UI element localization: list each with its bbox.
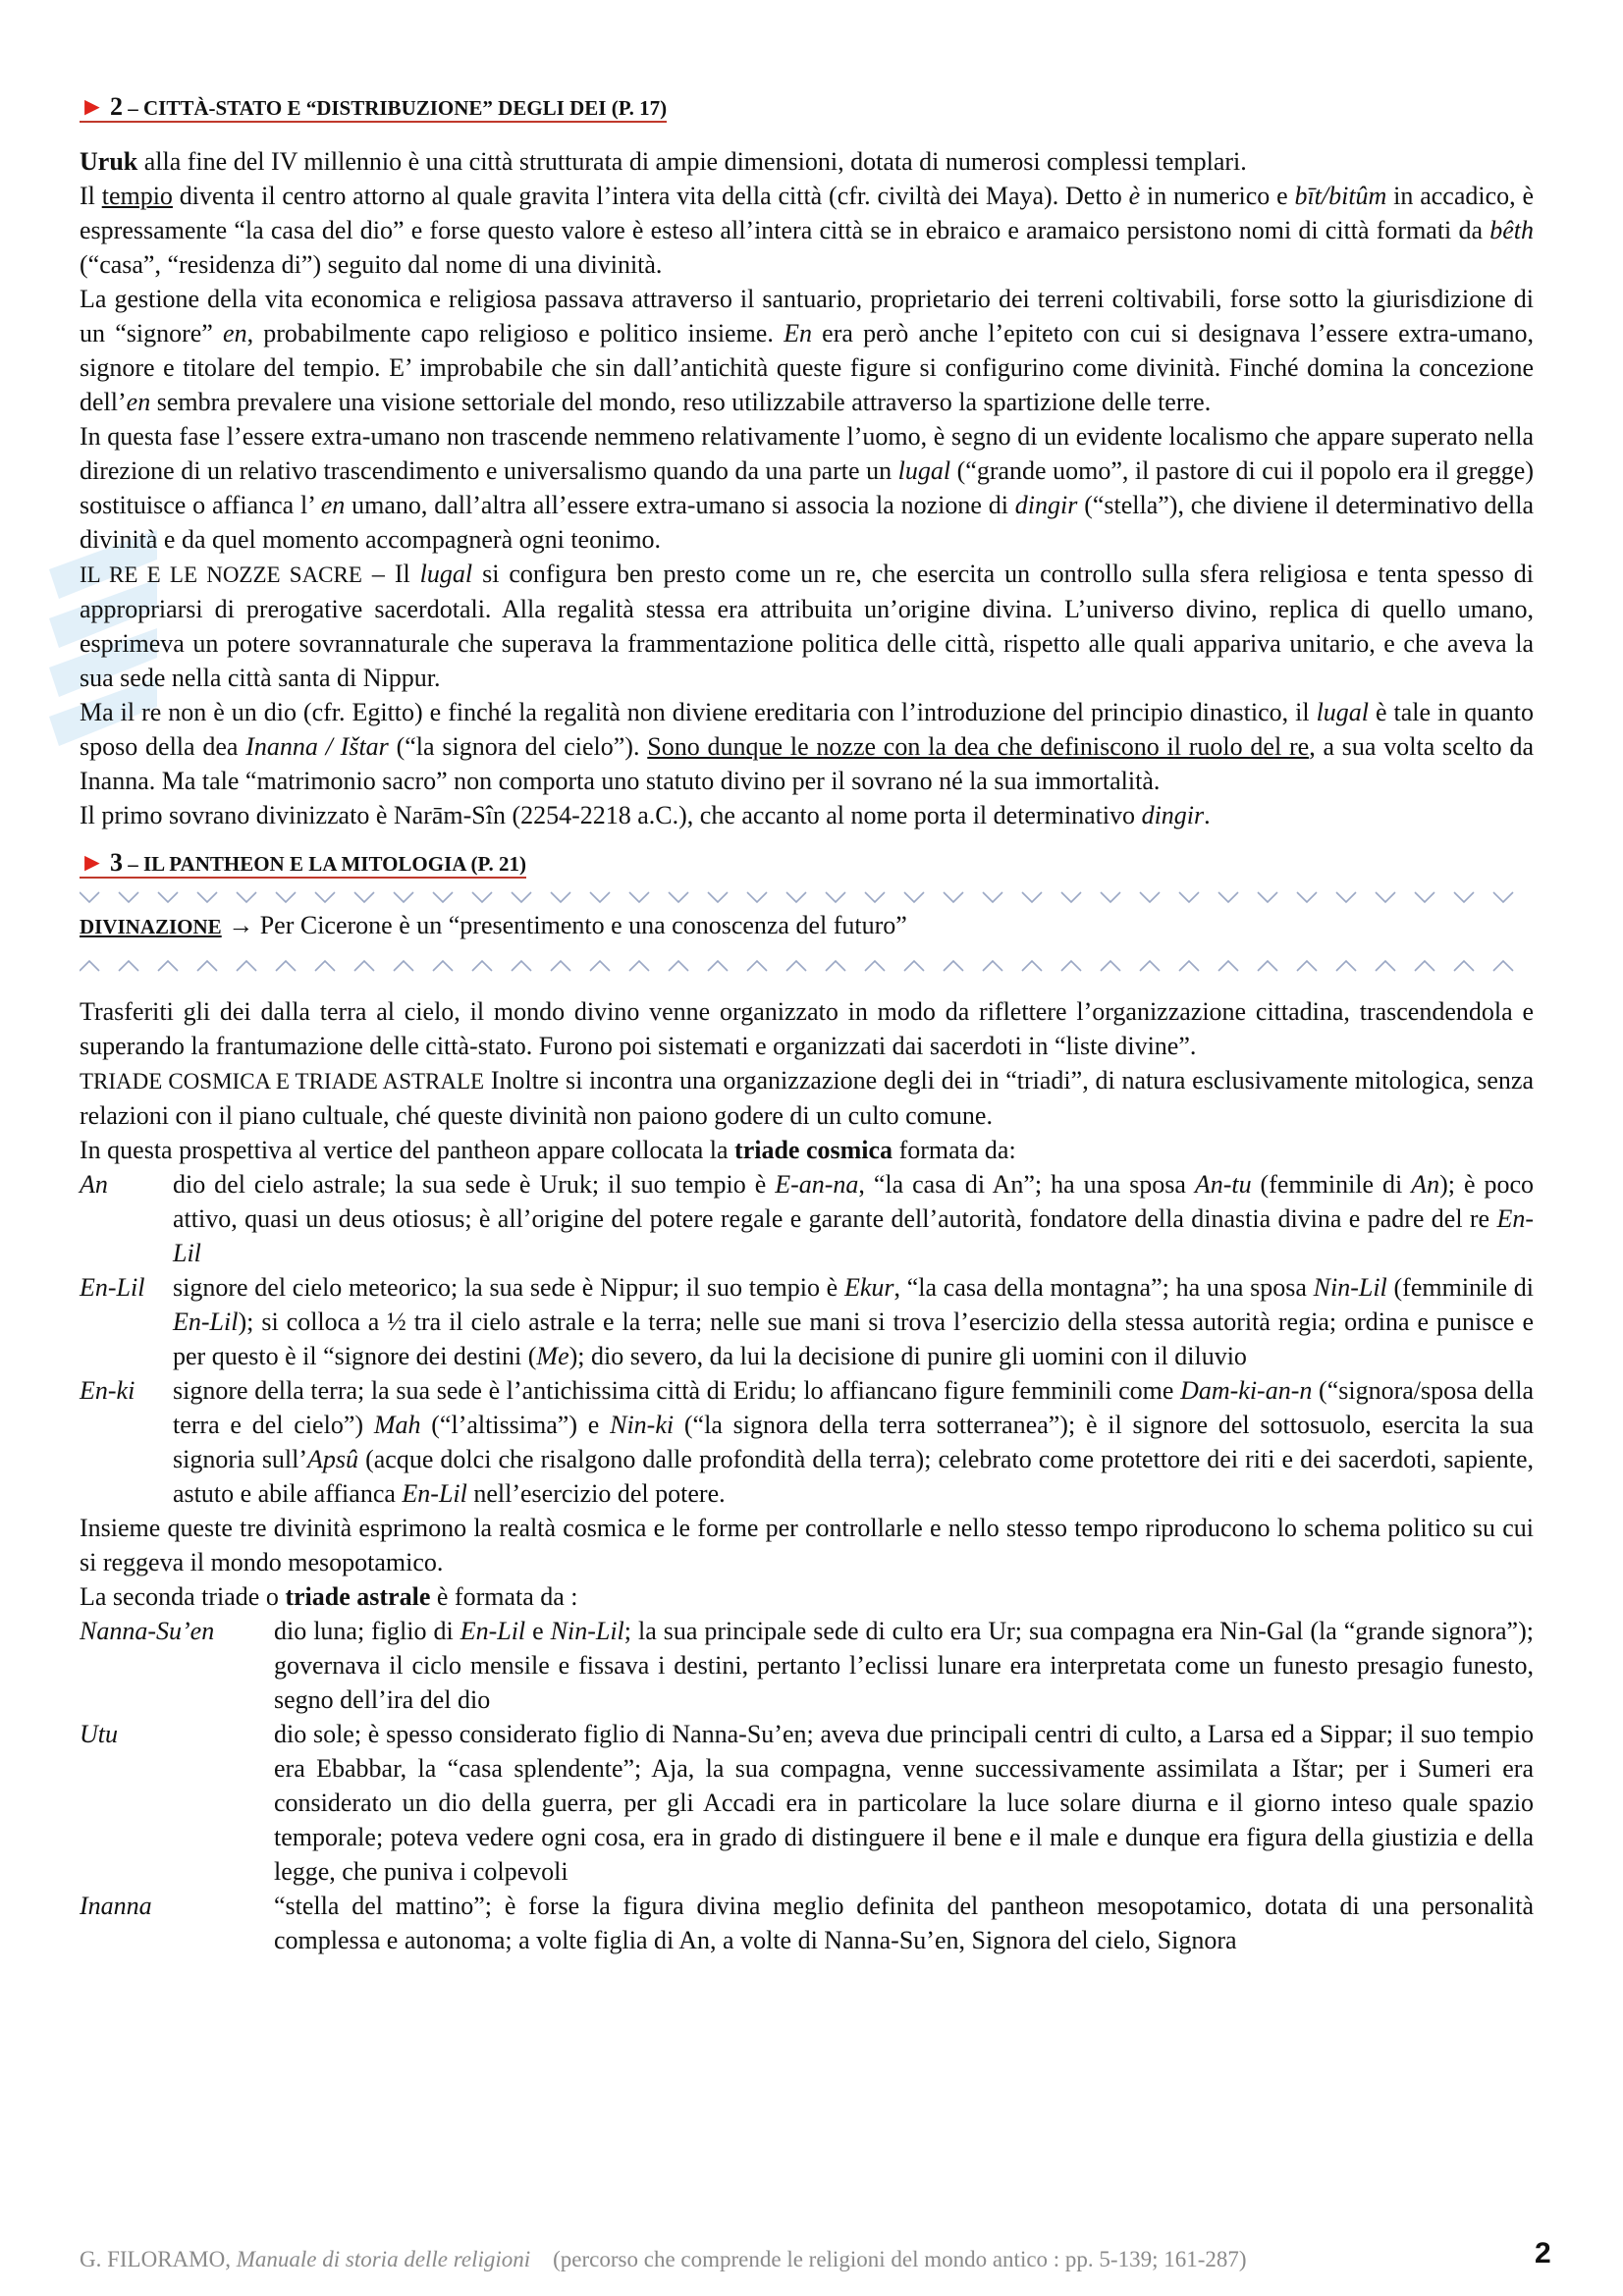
text-run: ); è poco attivo, quasi un deus otiosus; è all’origine del potere regale e garante dell’autorità, fondatore della dinastia divina e padre del re [173,1170,1534,1233]
deity-name: Nanna-Su’en [80,1617,215,1645]
page-footer [80,2237,1552,2274]
text-run: (“casa”, “residenza di”) seguito dal nome di una divinità. [80,250,663,279]
section-heading-3-underline [80,848,526,879]
text-run: alla fine del IV millennio è una città strutturata di ampie dimensioni, dotata di numerosi complessi templari. [137,147,1247,176]
text-run: dio del cielo astrale; la sua sede è Uruk; il suo tempio è [173,1170,776,1199]
zigzag-border-bottom [80,959,1534,973]
text-run: nell’esercizio del potere. [466,1479,726,1508]
text-run: è tale in quanto sposo della dea [80,698,1535,761]
bold-term: triade cosmica [734,1136,893,1164]
italic-term: En-Lil [173,1204,1534,1267]
bold-term: triade astrale [285,1582,431,1611]
paragraph-re-non-dio [80,695,1534,798]
text-run: si configura ben presto come un re, che esercita un controllo sulla sfera religiosa e tenta spesso di appropriarsi di prerogative sacerdotali. Alla regalità stessa era attribuita un’origine divina. L’universo divino, replica di quello umano, esprimeva un potere sovrannaturale che superava la frammentazione politica delle città, rispetto alle quali appariva unitario, e che aveva la sua sede nella città santa di Nippur. [80,560,1534,692]
divinazione-label: DIVINAZIONE [80,915,222,938]
text-run: in numerico e [1140,182,1295,210]
small-caps-label: IL RE E LE NOZZE SACRE [80,562,362,587]
text-run: , probabilmente capo religioso e politico insieme. [246,319,784,347]
page-number: 2 [1535,2237,1551,2269]
small-caps-label: TRIADE COSMICA E TRIADE ASTRALE [80,1069,485,1094]
paragraph-triadi [80,1063,1534,1133]
paragraph-re-nozze [80,557,1534,695]
text-run: (“signora/sposa della terra e del cielo”) [173,1376,1534,1439]
list-item-en-ki [80,1373,1534,1511]
italic-term: dingir [1141,801,1205,829]
text-run: dio luna; figlio di [274,1617,460,1645]
triade-astrale-list [80,1614,1534,1957]
deity-name: En-Lil [80,1273,145,1302]
italic-term: Ekur [843,1273,894,1302]
italic-term: Nin-Lil [550,1617,624,1645]
text-run: umano, dall’altra all’essere extra-umano si associa la nozione di [345,491,1015,519]
italic-term: lugal [1316,698,1370,726]
paragraph-extra-umano [80,419,1534,557]
deity-name: En-ki [80,1376,135,1405]
italic-term: En-Lil [402,1479,467,1508]
triangle-bullet-icon: ► [80,848,105,877]
deity-description: “stella del mattino”; è forse la figura divina meglio definita del pantheon mesopotamico, dotata di una personalità complessa e autonoma; a volte figlia di An, a volte di Nanna-Su’en, Signora del cielo, Signora [274,1892,1534,1954]
italic-term: An-tu [1194,1170,1252,1199]
italic-term: En-Lil [173,1308,239,1336]
italic-term: en [126,388,151,416]
italic-term: en [320,491,346,519]
section-page-ref: (P. 17) [611,96,668,120]
deity-name: An [80,1170,108,1199]
text-run: signore della terra; la sua sede è l’antichissima città di Eridu; lo affiancano figure femminili come [173,1376,1181,1405]
section-heading-3 [80,846,1534,881]
text-run: signore del cielo meteorico; la sua sede è Nippur; il suo tempio è [173,1273,844,1302]
text-run: formata da: [893,1136,1016,1164]
paragraph-insieme: Insieme queste tre divinità esprimono la realtà cosmica e le forme per controllarle e nello stesso tempo riproducono lo schema politico su cui si reggeva il mondo mesopotamico. [80,1514,1534,1576]
text-run: Inoltre si incontra una organizzazione degli dei in “triadi”, di natura esclusivamente mitologica, senza relazioni con il piano cultuale, ché queste divinità non paiono godere di un culto comune. [80,1066,1534,1130]
section-number: 3 [109,848,123,877]
text-run: (“l’altissima”) e [420,1411,611,1439]
paragraph-uruk [80,144,1534,179]
text-run: In questa fase l’essere extra-umano non trascende nemmeno relativamente l’uomo, è segno di un evidente localismo che appare superato nella direzione di un relativo trascendimento e universalismo quando da una parte un [80,422,1534,485]
text-run: (“grande uomo”, il pastore di cui il popolo era il gregge) sostituisce o affianca l’ [80,456,1535,519]
italic-term: An [1411,1170,1440,1199]
italic-term: Mah [373,1411,421,1439]
italic-term: è [1128,182,1141,210]
text-run: (“stella”), che diviene il determinativo della divinità e da quel momento accompagnerà ogni teonimo. [80,491,1534,554]
section-title: – CITTÀ-STATO E “DISTRIBUZIONE” DEGLI DEI [128,96,607,120]
deity-description [173,1373,1534,1511]
divinazione-box [80,890,1534,981]
text-run: è formata da : [430,1582,578,1611]
italic-term: Nin-ki [610,1411,675,1439]
text-run: In questa prospettiva al vertice del pantheon appare collocata la [80,1136,735,1164]
paragaph-naram-sin [80,798,1534,832]
list-item-nanna [80,1614,1534,1717]
text-run: e [525,1617,551,1645]
text-run: , a sua volta scelto da Inanna. Ma tale “matrimonio sacro” non comporta uno statuto divino per il sovrano né la sua immortalità. [80,732,1535,795]
paragraph-triade-astrale-intro [80,1579,1534,1614]
deity-name: Utu [80,1720,118,1748]
text-run: Il primo sovrano divinizzato è Narām-Sîn (2254-2218 a.C.), che accanto al nome porta il determinativo [80,801,1142,829]
section-page-ref: (P. 21) [470,852,526,876]
divinazione-text: Per Cicerone è un “presentimento e una conoscenza del futuro” [253,911,907,939]
italic-term: lugal [419,560,473,588]
italic-term: En [784,319,812,347]
italic-term: Nin-Lil [1313,1273,1387,1302]
text-run: ; la sua principale sede di culto era Ur; sua compagna era Nin-Gal (la “grande signora”); governava il ciclo mensile e fissava i destini, pertanto l’eclissi lunare era interpretata come un funesto presagio funesto, segno dell’ira del dio [274,1617,1534,1714]
text-run: (acque dolci che risalgono dalle profondità della terra); celebrato come protettore dei riti e dei sacerdoti, sapiente, astuto e abile affianca [173,1445,1534,1508]
text-run: ); dio severo, da lui la decisione di punire gli uomini con il diluvio [568,1342,1247,1370]
italic-term: dingir [1014,491,1078,519]
text-run: sembra prevalere una visione settoriale del mondo, reso utilizzabile attraverso la spartizione delle terre. [150,388,1212,416]
text-run: , “la casa di An”; ha una sposa [858,1170,1195,1199]
zigzag-border-top [80,890,1534,904]
list-item-utu [80,1717,1534,1889]
italic-term: Dam-ki-an-n [1180,1376,1313,1405]
section-heading-2 [80,90,1534,125]
deity-name: Inanna [80,1892,152,1920]
right-arrow-icon: → [228,911,254,939]
footer-book-title: Manuale di storia delle religioni [236,2247,531,2271]
page-content [80,90,1534,1957]
section-heading-2-underline [80,92,668,123]
text-run: , “la casa della montagna”; ha una sposa [893,1273,1314,1302]
text-run: ); si colloca a ½ tra il cielo astrale e la terra; nelle sue mani si trova l’esercizio della stessa autorità regia; ordina e punisce e per questo è il “signore dei destini ( [173,1308,1534,1370]
text-run: La gestione della vita economica e religiosa passava attraverso il santuario, proprietario dei terreni coltivabili, forse sotto la giurisdizione di un “signore” [80,285,1534,347]
paragraph-triade-cosmica-intro [80,1133,1534,1167]
underlined-term: tempio [101,182,173,210]
section-title: – IL PANTHEON E LA MITOLOGIA [128,852,466,876]
text-run: era però anche l’epiteto con cui si designava l’essere extra-umano, signore e titolare del tempio. E’ improbabile che sin dall’antichità queste figure si configurino come divinità. Finché domina la concezione dell’ [80,319,1535,416]
footer-author: G. FILORAMO, [80,2247,237,2271]
text-run: Ma il re non è un dio (cfr. Egitto) e finché la regalità non diviene ereditaria con l’introduzione del principio dinastico, il [80,698,1317,726]
italic-term: bīt/bitûm [1294,182,1387,210]
italic-term: bêth [1489,216,1534,244]
deity-description [274,1614,1534,1717]
deity-description [173,1167,1534,1270]
text-run: diventa il centro attorno al quale gravita l’intera vita della città (cfr. civiltà dei Maya). Detto [172,182,1129,210]
footer-note: (percorso che comprende le religioni del mondo antico : pp. 5-139; 161-287) [553,2247,1247,2271]
list-item-en-lil [80,1270,1534,1373]
deity-description [173,1270,1534,1373]
paragraph-trasferiti: Trasferiti gli dei dalla terra al cielo, il mondo divino venne organizzato in modo da riflettere l’organizzazione cittadina, trascendendola e superando la frantumazione delle città-stato. Furono poi sistemati e organizzati dai sacerdoti in “liste divine”. [80,997,1534,1060]
text-run: La seconda triade o [80,1582,286,1611]
italic-term: lugal [897,456,951,485]
italic-term: En-Lil [460,1617,526,1645]
triade-cosmica-list [80,1167,1534,1511]
text-run: (femminile di [1386,1273,1534,1302]
paragraph-gestione [80,282,1534,419]
italic-term: Me [536,1342,569,1370]
text-run: (femminile di [1251,1170,1412,1199]
text-run: (“la signora del cielo”). [388,732,648,761]
text-run: . [1204,801,1211,829]
deity-description: dio sole; è spesso considerato figlio di Nanna-Su’en; aveva due principali centri di culto, a Larsa ed a Sippar; il suo tempio era Ebabbar, la “casa splendente”; Aja, la sua compagna, venne successivamente assimilata a Ištar; per i Sumeri era considerato un dio della guerra, per gli Accadi era in particolare la luce solare diurna e il giorno inteso quale spazio temporale; poteva vedere ogni cosa, era in grado di distinguere il bene e il male e dunque era figura della giustizia e della legge, che puniva i colpevoli [274,1720,1534,1886]
text-run: – Il [361,560,420,588]
italic-term: Apsû [307,1445,359,1473]
spacer [80,981,1534,994]
text-run: in accadico, è espressamente “la casa del dio” e forse questo valore è esteso all’intera città se in ebraico e aramaico persistono nomi di città formati da [80,182,1535,244]
italic-term: Inanna / Ištar [245,732,389,761]
divinazione-line [80,906,907,946]
paragraph-tempio [80,179,1534,282]
bold-term: Uruk [80,147,138,176]
text-run: Il [80,182,102,210]
list-item-an [80,1167,1534,1270]
triangle-bullet-icon: ► [80,92,105,121]
underlined-phrase: Sono dunque le nozze con la dea che definiscono il ruolo del re [647,732,1310,761]
italic-term: E-an-na [775,1170,859,1199]
section-number: 2 [109,92,123,121]
list-item-inanna [80,1889,1534,1957]
text-run: (“la signora della terra sotterranea”); è il signore del sottosuolo, esercita la sua signoria sull’ [173,1411,1534,1473]
italic-term: en [223,319,247,347]
